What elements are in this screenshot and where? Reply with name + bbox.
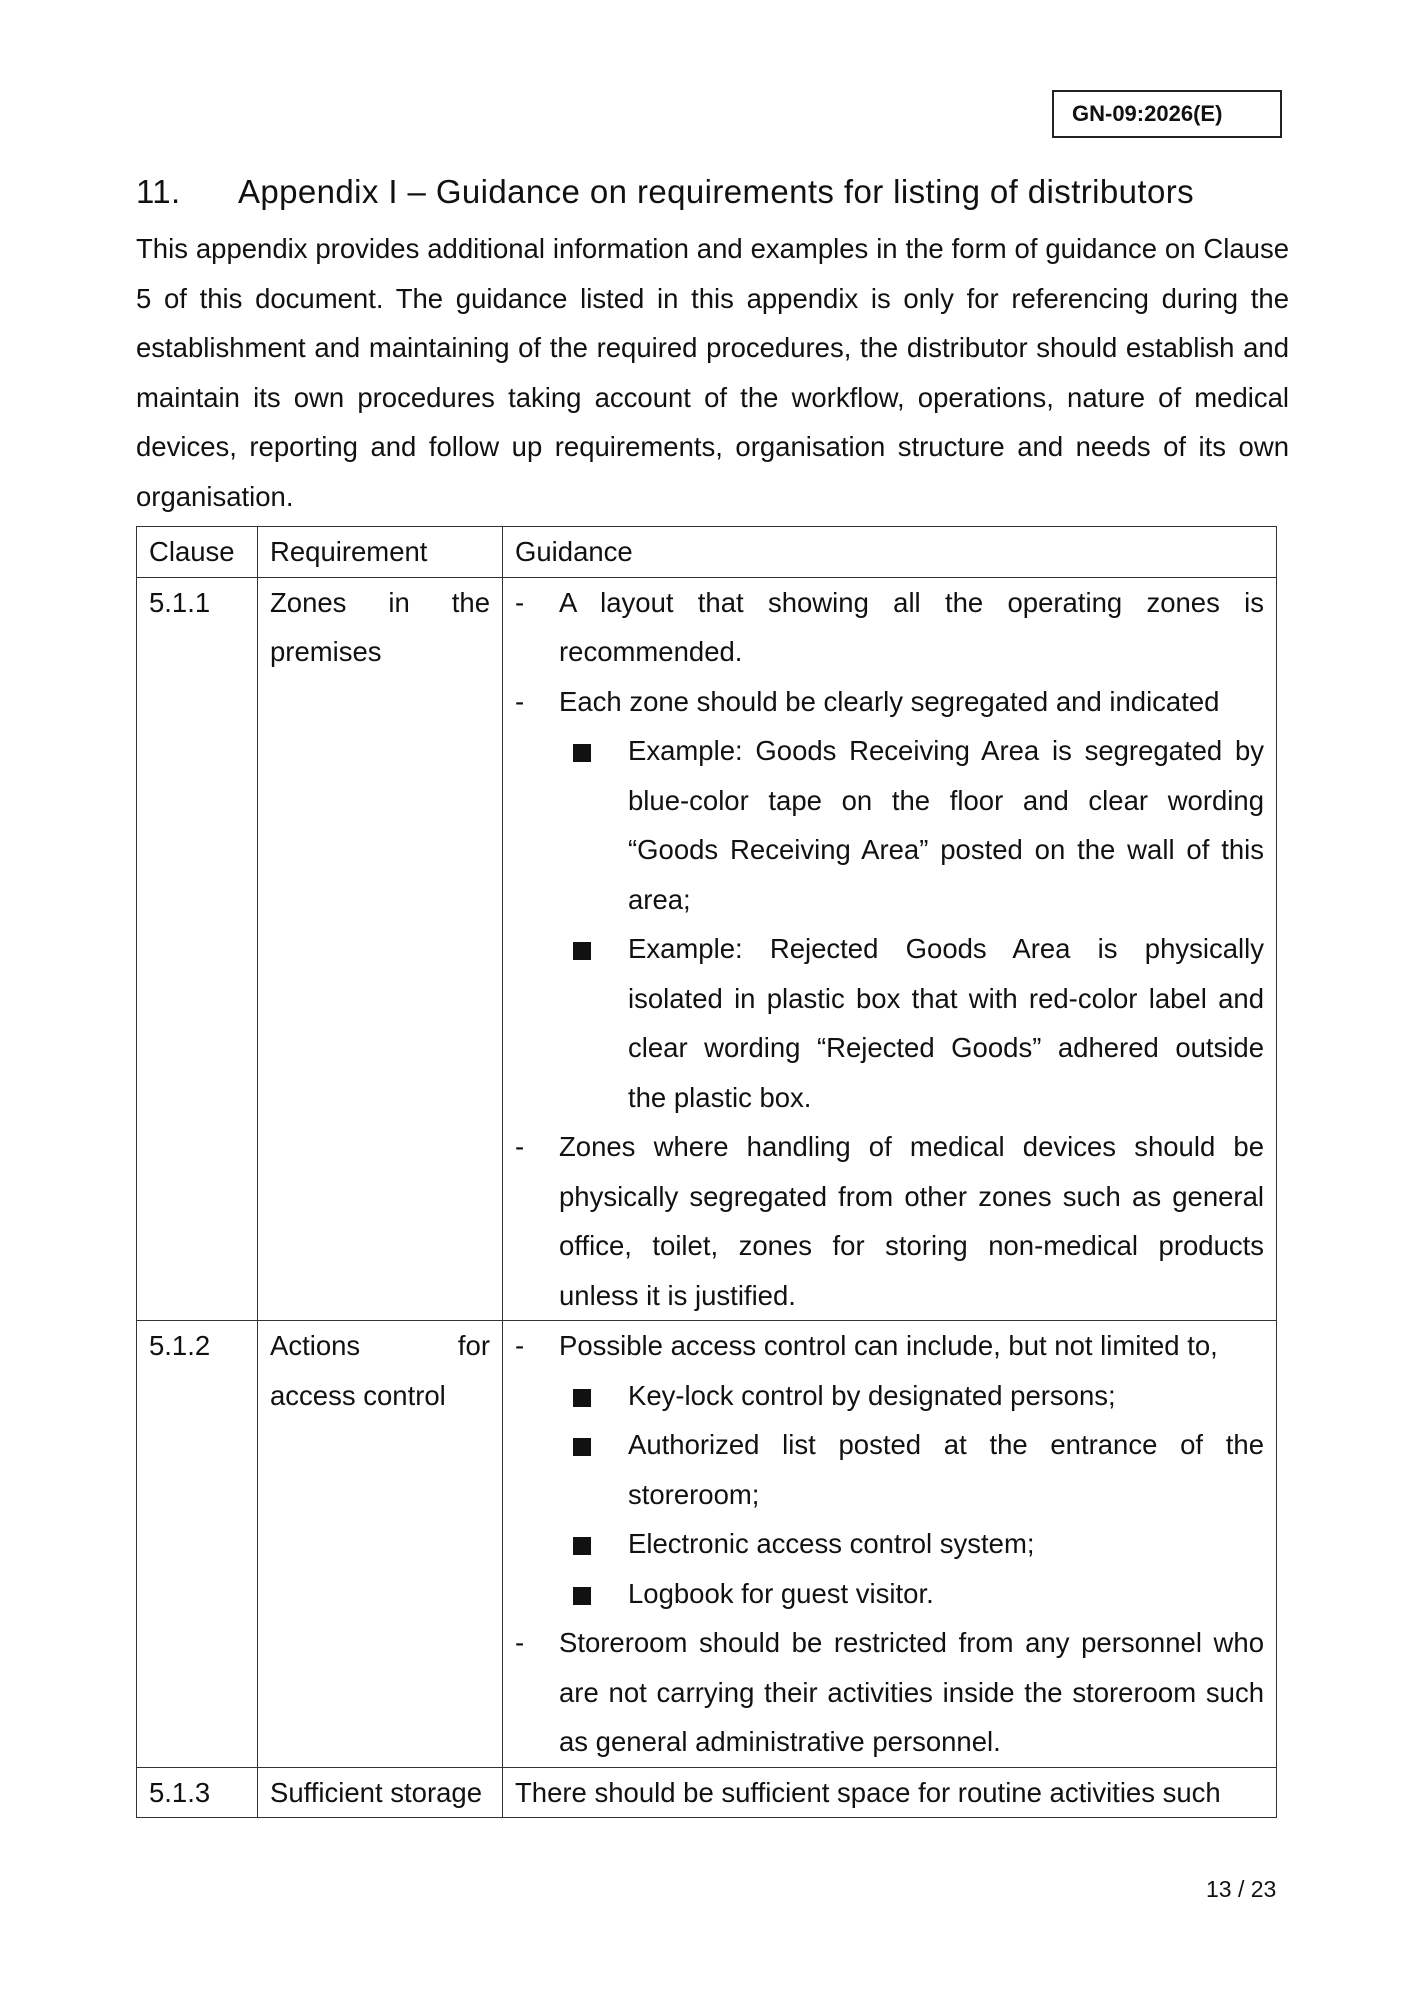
dash-marker-icon: - <box>515 1131 525 1162</box>
dash-marker-icon: - <box>515 1330 525 1361</box>
dash-marker-icon: - <box>515 685 525 717</box>
square-bullet-icon <box>515 1569 628 1619</box>
square-bullet-icon <box>515 1519 628 1569</box>
guidance-text: There should be sufficient space for routine activities such <box>515 1776 1221 1808</box>
guidance-subitem <box>515 1519 1264 1569</box>
clause-cell: 5.1.1 <box>137 577 258 1321</box>
guidance-text: Example: Goods Receiving Area is segregated by blue-color tape on the floor and clear wording “Goods Receiving Area” posted on the wall of this area; <box>628 735 1264 915</box>
section-heading <box>136 170 1296 214</box>
section-title: Appendix I – Guidance on requirements for listing of distributors <box>238 173 1194 210</box>
intro-paragraph: This appendix provides additional information and examples in the form of guidance on Clause 5 of this document. The guidance listed in this appendix is only for referencing during the establishment and maintaining of the required procedures, the distributor should establish and maintain its own procedures taking account of the workflow, operations, nature of medical devices, reporting and follow up requirements, organisation structure and needs of its own organisation. <box>136 233 1289 512</box>
guidance-item <box>515 677 1264 727</box>
guidance-text: Electronic access control system; <box>628 1528 1035 1559</box>
guidance-subitem <box>515 1569 1264 1619</box>
guidance-text: Zones where handling of medical devices should be physically segregated from other zones such as general office, toilet, zones for storing non-medical products unless it is justified. <box>559 1131 1264 1311</box>
guidance-table <box>136 526 1277 1818</box>
table-row <box>137 1321 1277 1768</box>
table-row <box>137 577 1277 1321</box>
guidance-text: Possible access control can include, but not limited to, <box>559 1330 1218 1361</box>
guidance-text: Example: Rejected Goods Area is physically isolated in plastic box that with red-color label and clear wording “Rejected Goods” adhered outside the plastic box. <box>628 933 1264 1113</box>
requirement-cell: Sufficient storage <box>258 1767 503 1818</box>
guidance-text: Logbook for guest visitor. <box>628 1577 934 1609</box>
guidance-item <box>515 1768 1264 1818</box>
guidance-subitem <box>515 1420 1264 1519</box>
dash-marker-icon: - <box>515 586 525 618</box>
guidance-subitem <box>515 1371 1264 1421</box>
guidance-cell <box>503 1767 1277 1818</box>
table-header-row <box>137 527 1277 578</box>
guidance-item <box>515 1321 1264 1371</box>
clause-cell: 5.1.2 <box>137 1321 258 1768</box>
requirement-cell: Zones in the premises <box>258 577 503 1321</box>
guidance-text: A layout that showing all the operating zones is recommended. <box>559 586 1264 667</box>
guidance-subitem <box>515 726 1264 924</box>
page-number: 13 / 23 <box>1206 1876 1277 1902</box>
header-requirement: Requirement <box>258 527 503 578</box>
guidance-subitem <box>515 924 1264 1122</box>
square-bullet-icon <box>515 924 628 1122</box>
table-body <box>137 577 1277 1818</box>
section-number: 11. <box>136 173 181 210</box>
guidance-text: Key-lock control by designated persons; <box>628 1379 1116 1411</box>
document-id: GN-09:2026(E) <box>1052 90 1282 138</box>
square-bullet-icon <box>515 726 628 924</box>
guidance-item <box>515 1122 1264 1320</box>
guidance-cell <box>503 1321 1277 1768</box>
guidance-text: Each zone should be clearly segregated and indicated <box>559 685 1220 717</box>
guidance-text: Storeroom should be restricted from any personnel who are not carrying their activities inside the storeroom such as general administrative personnel. <box>559 1627 1264 1757</box>
square-bullet-icon <box>515 1420 628 1519</box>
guidance-text: Authorized list posted at the entrance of the storeroom; <box>628 1429 1264 1510</box>
guidance-item <box>515 578 1264 677</box>
header-clause: Clause <box>137 527 258 578</box>
table-row <box>137 1767 1277 1818</box>
dash-marker-icon: - <box>515 1627 525 1658</box>
guidance-item <box>515 1618 1264 1767</box>
header-guidance: Guidance <box>503 527 1277 578</box>
requirement-cell: Actions for access control <box>258 1321 503 1768</box>
square-bullet-icon <box>515 1371 628 1421</box>
clause-cell: 5.1.3 <box>137 1767 258 1818</box>
guidance-cell <box>503 577 1277 1321</box>
